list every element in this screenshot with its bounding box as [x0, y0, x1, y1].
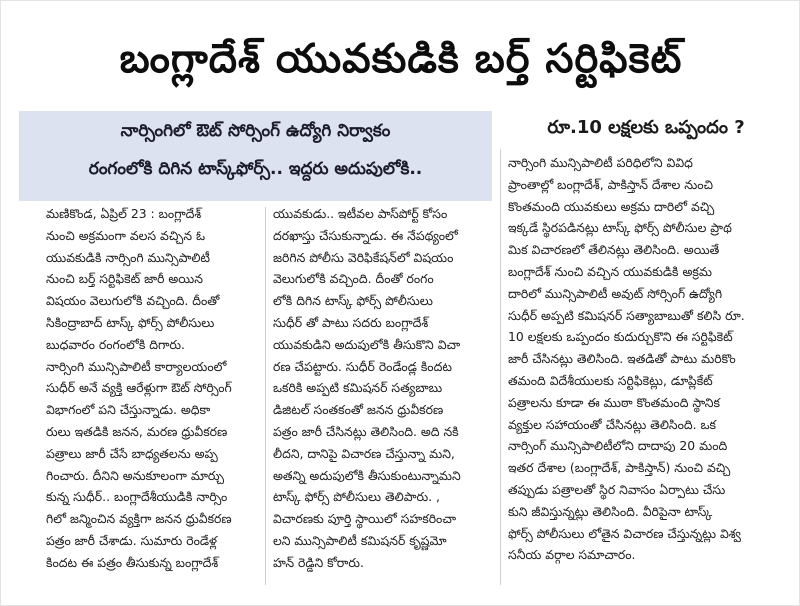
text-line: హన్ రెడ్డిని కోరారు.: [273, 554, 364, 570]
text-line: జారీ చేసినట్లు తెలిసింది. ఇతడితో పాటు మరికొం: [508, 351, 736, 367]
text-line: యువకుడికి నార్సింగి మున్సిపాలిటీ: [46, 249, 210, 265]
text-line: తమంది విదేశీయులకు సర్టిఫికెట్లు, డూప్లికేట్: [508, 372, 713, 388]
text-line: పత్రాలను కూడా ఈ ముఠా కొంతమంది స్థానిక: [508, 394, 720, 410]
text-line: సికింద్రాబాద్ టాస్క్ ఫోర్స్ పోలీసులు: [46, 314, 215, 330]
text-line: డిజిటల్ సంతకంతో జనన ధ్రువీకరణ: [273, 402, 444, 418]
text-line: యువకుడిని అదుపులోకి తీసుకొని విచా: [273, 336, 461, 352]
article-column-2: [273, 203, 493, 574]
text-line: కొంతమంది యువకులు అక్రమ దారిలో వచ్చి: [508, 198, 715, 214]
text-line: నుంచి అక్రమంగా వలస వచ్చిన ఓ: [46, 227, 206, 243]
text-line: లీదని, దానిపై విచారణ చేస్తున్నా మని,: [273, 445, 455, 461]
text-line: కున్న సుధీర్.. బంగ్లాదేశీయుడికి నార్సిం: [46, 489, 228, 505]
text-line: పత్రం జారీ చేసినట్లు తెలిసింది. అది నకి: [273, 423, 459, 439]
text-line: నుంచి బర్త్ సర్టిఫికెట్ జారీ అయిన: [46, 271, 203, 287]
subheadline-line-1: నార్సింగిలో ఔట్ సోర్సింగ్ ఉద్యోగి నిర్వాకం: [120, 121, 391, 141]
text-line: ఇతర దేశాల (బంగ్లాదేశ్, పాకిస్తాన్) నుంచి వచ్చి: [508, 460, 731, 476]
text-line: బంగ్లాదేశ్ నుంచి వచ్చిన యువకుడికి అక్రమ: [508, 263, 712, 279]
text-line: అతన్ని అదుపులోకి తీసుకుంటున్నామని: [273, 467, 461, 483]
text-line: నార్సింగి మున్సిపాలిటీ పరిధిలోని వివిధ: [508, 155, 693, 170]
text-line: నార్సింగ్ మున్సిపాలిటీలోని దాదాపు 20 మంది: [508, 438, 728, 454]
text-line: సుధీర్ తో పాటు సదరు బంగ్లాదేశ్: [273, 314, 429, 330]
text-line: కుని జీవిస్తున్నట్లు తెలిసింది. వీరిపైనా టాస్క్: [508, 503, 713, 519]
text-line: విచారణకు పూర్తి స్థాయిలో సహకరించా: [273, 511, 457, 527]
text-line: సుధీర్ అనే వ్యక్తి ఆరేళ్లుగా ఔట్ సోర్సింగ్: [46, 380, 232, 396]
sidebar-heading: రూ.10 లక్షలకు ఒప్పందం ?: [547, 117, 745, 138]
headline: బంగ్లాదేశ్ యువకుడికి బర్త్ సర్టిఫికెట్: [119, 36, 683, 82]
text-line: సుధీర్ అప్పటి కమిషనర్ సత్యాబాబుతో కలిసి రూ.: [508, 307, 745, 323]
text-line: 10 లక్షలకు ఒప్పందం కుదుర్చుకొని ఈ సర్టిఫికెట్: [508, 329, 733, 345]
text-line: బుధవారం రంగంలోకి దిగారు.: [46, 336, 185, 352]
text-line: మణికొండ, ఏప్రిల్ 23 : బంగ్లాదేశ్: [46, 206, 202, 221]
text-line: లోకి దిగిన టాస్క్ ఫోర్స్ పోలీసులు: [273, 293, 433, 309]
column-divider: [500, 149, 501, 585]
text-line: దారిలో మున్సిపాలిటీ అవుట్ సోర్సింగ్ ఉద్యోగి: [508, 285, 723, 301]
text-line: వ్యక్తుల సహాయంతో చేసినట్లు తెలిసింది. ఒక: [508, 416, 717, 432]
text-line: వెలుగులోకి వచ్చింది. దీంతో రంగం: [273, 271, 434, 287]
text-line: తప్పుడు పత్రాలతో స్థిర నివాసం ఏర్పాటు చేసు: [508, 481, 726, 497]
text-line: పత్రం జారీ చేశాడు. సుమారు రెండేళ్ల: [46, 532, 218, 548]
column-divider: [265, 207, 266, 585]
text-line: మిక విచారణలో తేలినట్లు తెలిసింది. అయితే: [508, 242, 720, 258]
text-line: లని మున్సిపాలిటీ కమిషనర్ కృష్ణమో: [273, 532, 447, 548]
text-line: యువకుడు.. ఇటీవల పాస్‌పోర్ట్ కోసం: [273, 206, 448, 221]
subheadline-line-2: రంగంలోకి దిగిన టాస్క్‌ఫోర్స్.. ఇద్దరు అదుపులోకి..: [88, 159, 423, 179]
text-line: పత్రాలు జారీ చేసే బాధ్యతలను అప్ప: [46, 445, 218, 461]
text-line: నార్సింగి మున్సిపాలిటీ కార్యాలయంలో: [46, 358, 227, 374]
sidebar-column: [508, 152, 778, 566]
text-line: ఇక్కడే స్థిరపడినట్లు టాస్క్ ఫోర్స్ పోలీసుల ప్రాథ: [508, 220, 732, 236]
text-line: రులు ఇతడికి జనన, మరణ ధ్రువీకరణ: [46, 423, 228, 439]
text-line: విషయం వెలుగులోకి వచ్చింది. దీంతో: [46, 293, 220, 309]
text-line: సనీయ వర్గాల సమాచారం.: [508, 547, 636, 563]
text-line: టాస్క్ ఫోర్స్ పోలీసులు తెలిపారు. ,: [273, 489, 440, 505]
text-line: కిందట ఈ పత్రం తీసుకున్న బంగ్లాదేశ్: [46, 554, 219, 570]
article-column-1: [46, 203, 261, 574]
text-line: రణ చేపట్టారు. సుధీర్ రెండేండ్ల కిందట: [273, 358, 452, 374]
subheadline-box: [19, 111, 492, 201]
text-line: దరఖాస్తు చేసుకున్నాడు. ఈ నేపథ్యంలో: [273, 227, 458, 243]
text-line: విభాగంలో పని చేస్తున్నాడు. అధికా: [46, 402, 211, 418]
text-line: ఫోర్స్ పోలీసులు లోతైన విచారణ చేస్తున్నట్లు విశ్వ: [508, 525, 741, 541]
text-line: గిలో జన్మించిన వ్యక్తిగా జనన ధ్రువీకరణ: [46, 511, 232, 527]
text-line: జరిగిన పోలీసు వెరిఫికేషన్‌లో విషయం: [273, 249, 454, 265]
text-line: గించారు. దీనిని అనుకూలంగా మార్చు: [46, 467, 225, 483]
text-line: ఒకరికి అప్పటి కమిషనర్ సత్యబాబు: [273, 380, 443, 396]
text-line: ప్రాంతాల్లో బంగ్లాదేశ్, పాకిస్తాన్ దేశాల నుంచి: [508, 176, 714, 192]
